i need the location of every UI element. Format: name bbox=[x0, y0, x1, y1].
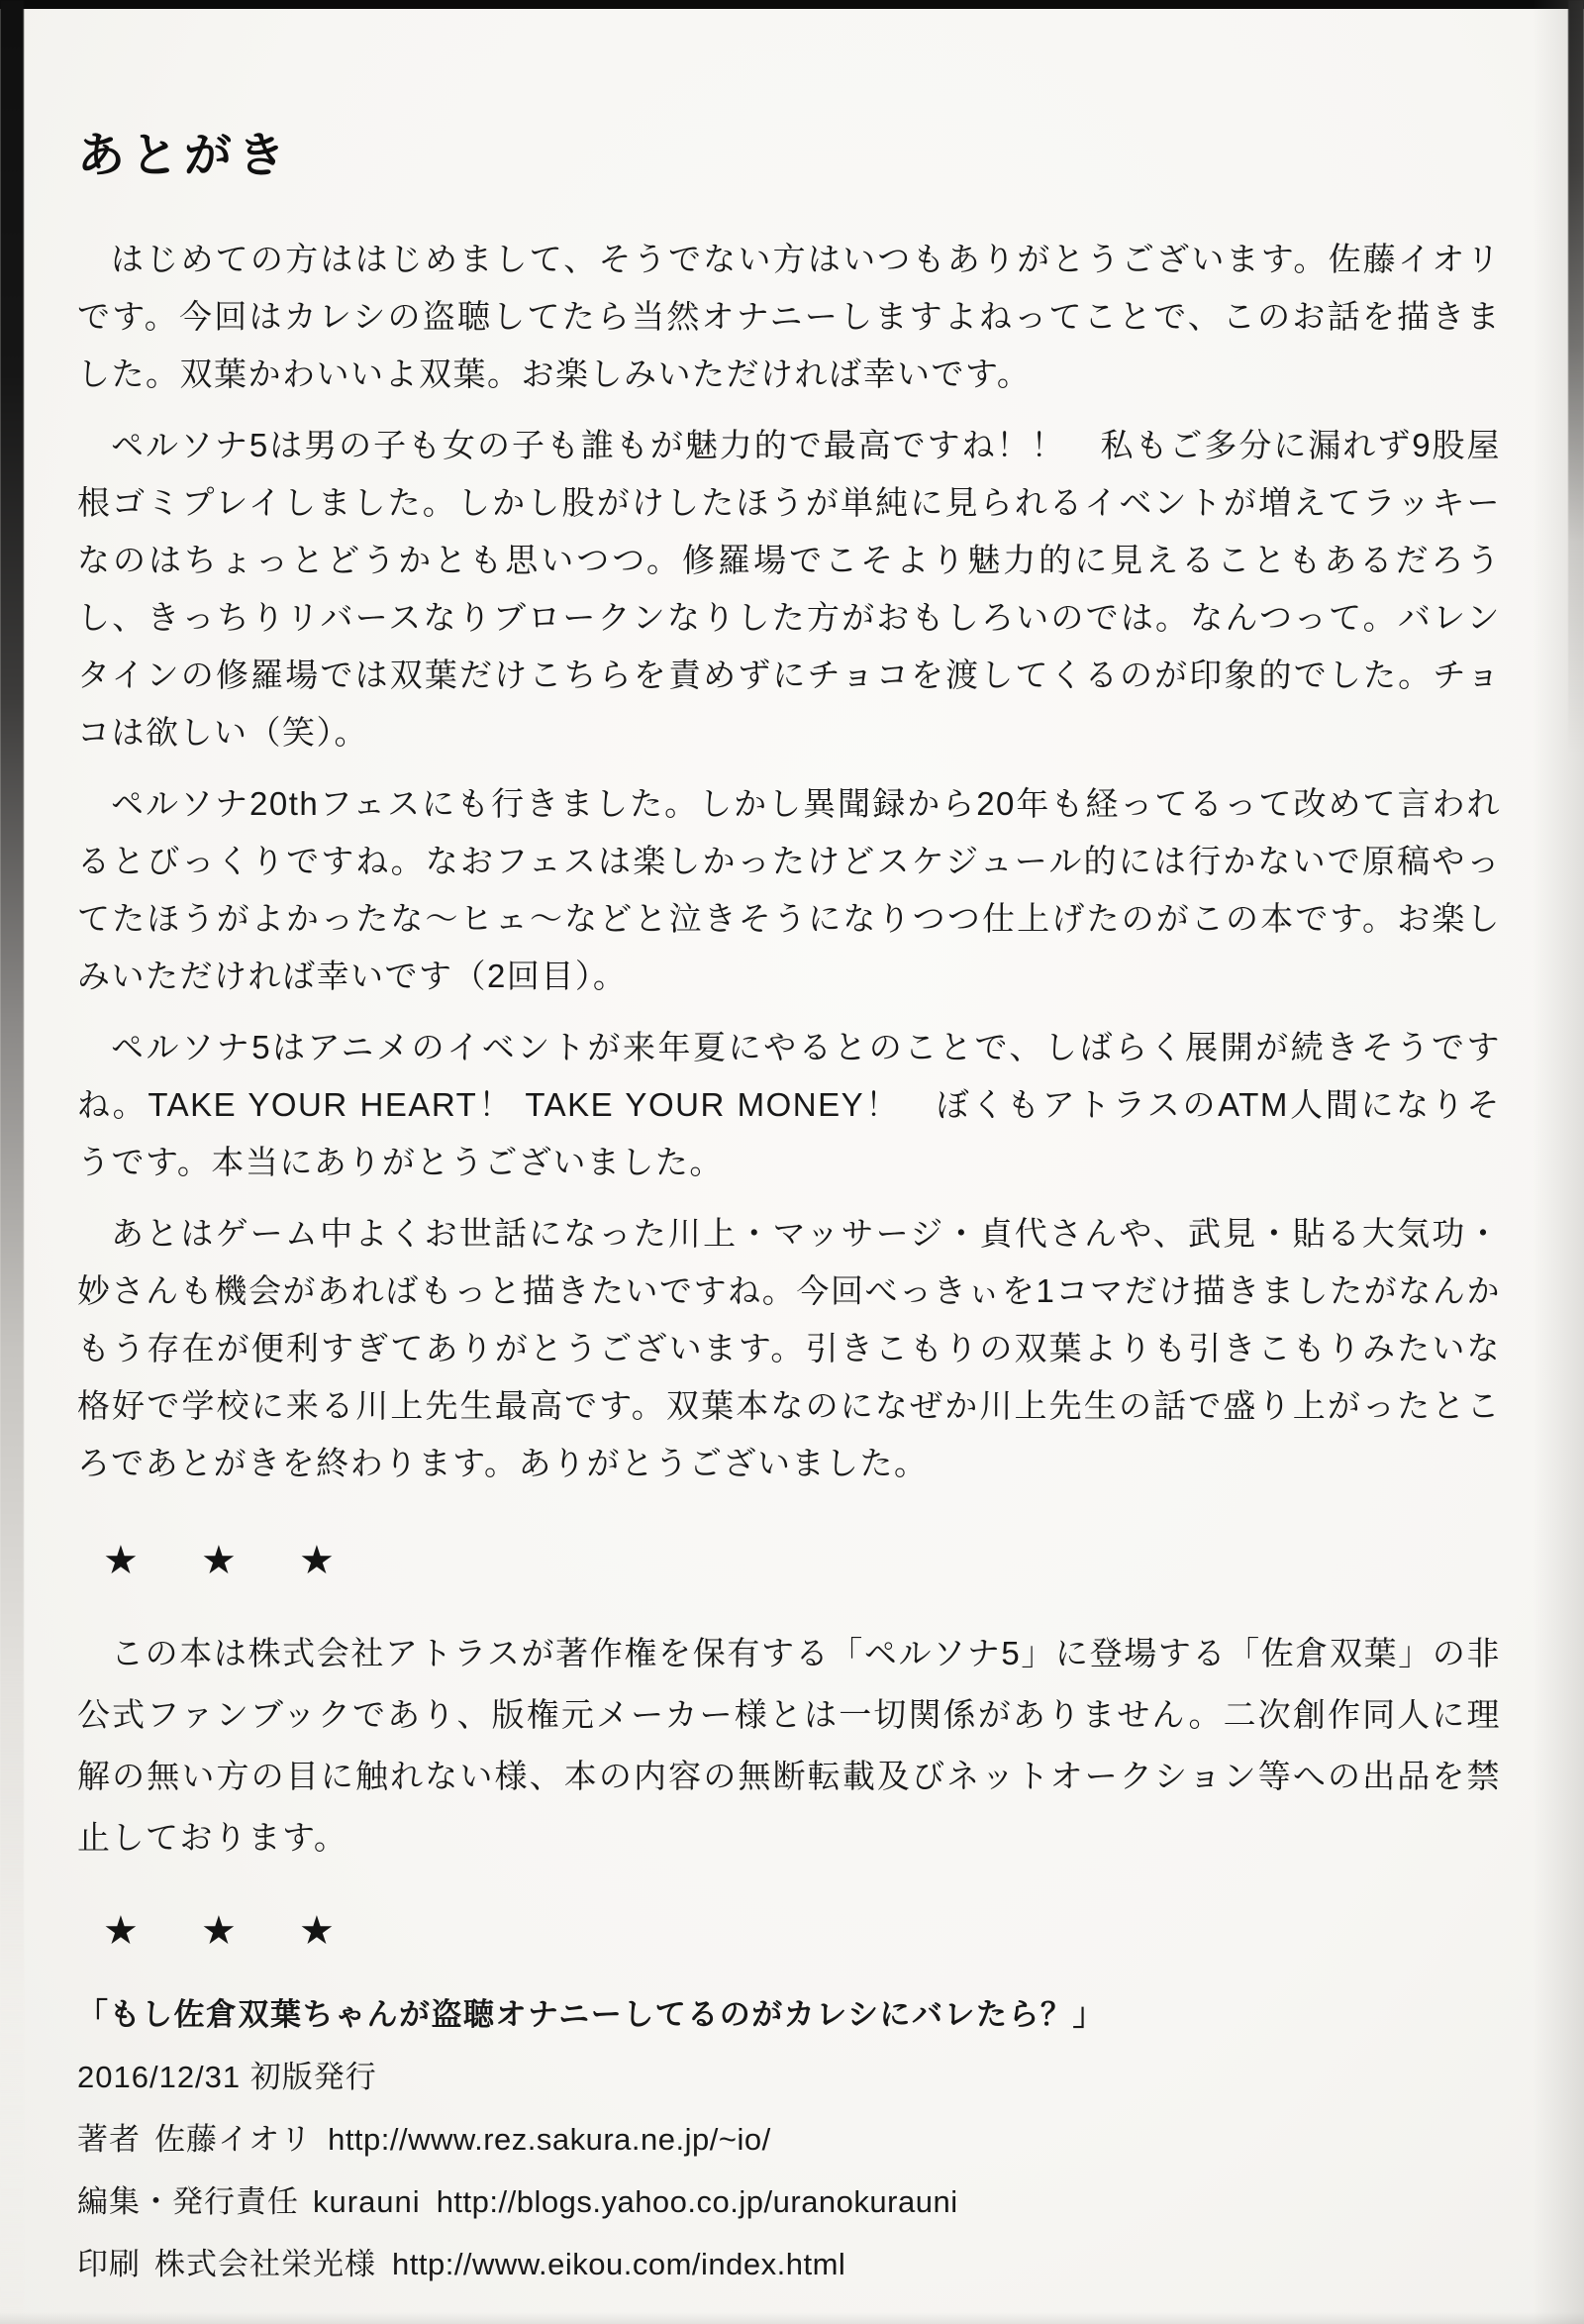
author-label: 著者 bbox=[77, 2122, 141, 2157]
afterword-paragraph-1: はじめての方ははじめまして、そうでない方はいつもありがとうございます。佐藤イオリです。今回はカレシの盗聴してたら当然オナニーしますよねってことで、このお話を描きました。双葉かわいいよ双葉。お楽しみいただければ幸いです。 bbox=[77, 241, 1501, 392]
scan-edge-top bbox=[0, 0, 1584, 9]
printer-url: http://www.eikou.com/index.html bbox=[392, 2247, 846, 2281]
colophon-author-line bbox=[77, 2108, 1501, 2171]
printer-name: 株式会社栄光様 bbox=[154, 2247, 376, 2281]
colophon-printer-line bbox=[77, 2233, 1501, 2295]
scan-edge-bottom bbox=[0, 2312, 1584, 2324]
copyright-disclaimer: この本は株式会社アトラスが著作権を保有する「ペルソナ5」に登場する「佐倉双葉」の非公式ファンブックであり、版権元メーカー様とは一切関係がありません。二次創作同人に理解の無い方の目に触れない様、本の内容の無断転載及びネットオークション等への出品を禁止しております。 bbox=[77, 1635, 1501, 1856]
afterword-paragraph-2: ペルソナ5は男の子も女の子も誰もが魅力的で最高ですね！！ 私もご多分に漏れず9股屋根ゴミプレイしました。しかし股がけしたほうが単純に見られるイベントが増えてラッキーなのはちょっとどうかとも思いつつ。修羅場でこそより魅力的に見えることもあるだろうし、きっちりリバースなりブロークンなりした方がおもしろいのでは。なんつって。バレンタインの修羅場では双葉だけこちらを責めずにチョコを渡してくるのが印象的でした。チョコは欲しい（笑）。 bbox=[77, 427, 1501, 751]
page-title: あとがき bbox=[77, 130, 292, 182]
scan-edge-left bbox=[0, 0, 24, 2324]
edition-date: 2016/12/31 初版発行 bbox=[77, 2060, 377, 2094]
afterword-paragraph-4: ペルソナ5はアニメのイベントが来年夏にやるとのことで、しばらく展開が続きそうですね。TAKE YOUR HEART！ TAKE YOUR MONEY！ ぼくもアトラスのATM人間になりそうです。本当にありがとうございました。 bbox=[77, 1029, 1501, 1180]
scan-shading-right bbox=[1533, 0, 1584, 2324]
afterword-page bbox=[77, 117, 1501, 2295]
star-divider-top: ★ ★ ★ bbox=[103, 1539, 360, 1582]
star-divider-bottom: ★ ★ ★ bbox=[103, 1909, 360, 1953]
book-title: 「もし佐倉双葉ちゃんが盗聴オナニーしてるのがカレシにバレたら？」 bbox=[77, 1997, 1105, 2032]
author-url: http://www.rez.sakura.ne.jp/~io/ bbox=[328, 2122, 771, 2157]
editor-name: kurauni bbox=[313, 2184, 421, 2219]
afterword-paragraph-5: あとはゲーム中よくお世話になった川上・マッサージ・貞代さんや、武見・貼る大気功・妙さんも機会があればもっと描きたいですね。今回べっきぃを1コマだけ描きましたがなんかもう存在が便利すぎてありがとうございます。引きこもりの双葉よりも引きこもりみたいな格好で学校に来る川上先生最高です。双葉本なのになぜか川上先生の話で盛り上がったところであとがきを終わります。ありがとうございました。 bbox=[77, 1215, 1501, 1481]
editor-url: http://blogs.yahoo.co.jp/uranokurauni bbox=[436, 2184, 958, 2219]
colophon-editor-line bbox=[77, 2171, 1501, 2233]
author-name: 佐藤イオリ bbox=[154, 2122, 313, 2157]
editor-label: 編集・発行責任 bbox=[77, 2184, 299, 2219]
printer-label: 印刷 bbox=[77, 2247, 141, 2281]
colophon bbox=[77, 1983, 1501, 2295]
afterword-paragraph-3: ペルソナ20thフェスにも行きました。しかし異聞録から20年も経ってるって改めて言われるとびっくりですね。なおフェスは楽しかったけどスケジュール的には行かないで原稿やってたほうがよかったな〜ヒェ〜などと泣きそうになりつつ仕上げたのがこの本です。お楽しみいただければ幸いです（2回目）。 bbox=[77, 785, 1501, 994]
